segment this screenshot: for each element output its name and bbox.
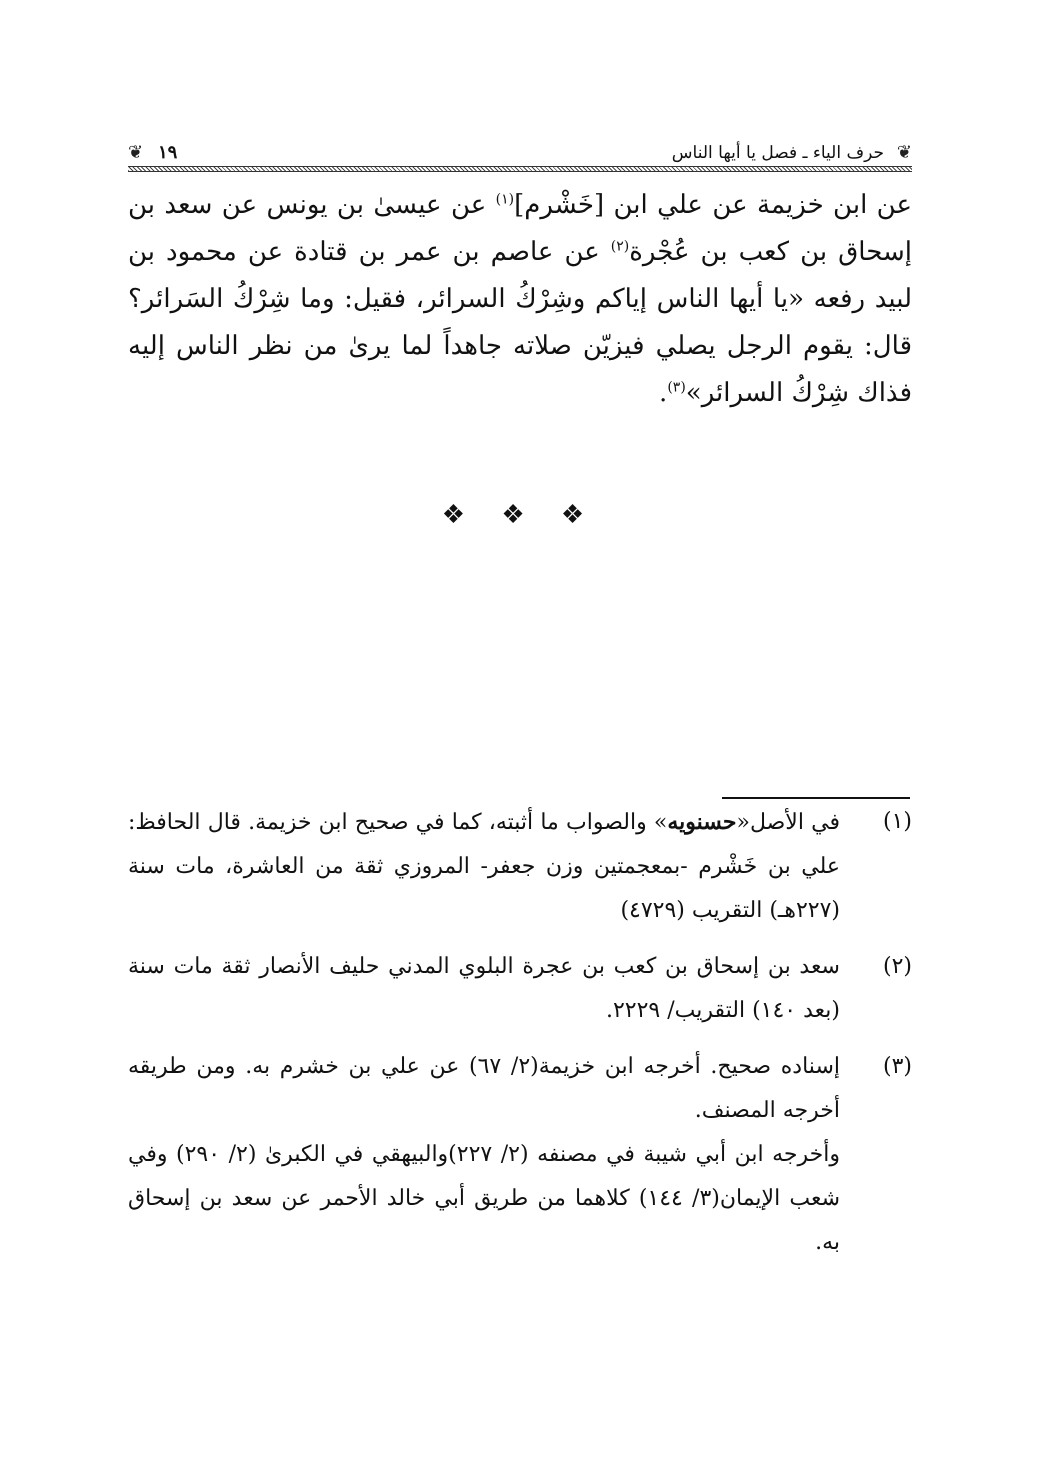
footnote-number: (١) (882, 809, 912, 834)
text-segment: . (659, 378, 668, 408)
footnote-text: وأخرجه ابن أبي شيبة في مصنفه (٢/ ٢٢٧)والبيهقي في الكبرىٰ (٢/ ٢٩٠) وفي شعب الإيمان(٣/ ١٤٤) كلاهما من طريق أبي خالد الأحمر عن سعد بن إسحاق به. (128, 1142, 841, 1255)
page-number: ١٩ (158, 142, 178, 163)
footnote-text-part: » والصواب ما أثبته، كما في صحيح ابن خزيمة. قال الحافظ: علي بن خَشْرم -بمعجمتين وزن جعفر- المروزي ثقة من العاشرة، مات سنة (٢٢٧هـ) التقريب (٤٧٢٩) (128, 810, 840, 923)
footnote-number: (٢) (882, 954, 912, 979)
header-ornament-right-icon: ❦ (896, 142, 912, 163)
text-segment: عن ابن خزيمة عن علي ابن [خَشْرم] (514, 190, 912, 220)
footnote-text-part: في الأصل« (736, 810, 840, 835)
main-paragraph (128, 182, 912, 417)
main-text (128, 182, 912, 417)
running-header (128, 140, 912, 170)
header-title: حرف الياء ـ فصل يا أيها الناس (671, 143, 884, 163)
footnote-3 (128, 1045, 912, 1133)
footnote-ref-3[interactable]: (٣) (667, 379, 686, 396)
text-segment: عن عاصم بن عمر بن قتادة عن محمود بن لبيد رفعه «يا أيها الناس إياكم وشِرْكُ السرائر، فقيل: وما شِرْكُ السَرائر؟ قال: يقوم الرجل يصلي فيزيّن صلاته جاهداً لما يرىٰ من نظر الناس إليه فذاك شِرْكُ السرائر» (128, 237, 912, 408)
footnote-text: سعد بن إسحاق بن كعب بن عجرة البلوي المدني حليف الأنصار ثقة مات سنة (بعد ١٤٠) التقريب/ ٢٢٢٩. (128, 954, 840, 1023)
footnote-1 (128, 800, 912, 933)
section-separator: ❖ ❖ ❖ (441, 500, 599, 530)
text-segment: عن عيسىٰ بن يونس عن سعد بن إسحاق بن كعب بن عُجْرة (128, 190, 913, 267)
footnote-ref-1[interactable]: (١) (495, 191, 515, 208)
footnote-rule (722, 797, 910, 799)
footnote-number: (٣) (882, 1054, 912, 1079)
footnote-3-continuation (128, 1133, 912, 1265)
footnote-ref-2[interactable]: (٢) (610, 238, 630, 255)
footnotes (128, 800, 912, 1265)
footnote-text: إسناده صحيح. أخرجه ابن خزيمة(٢/ ٦٧) عن علي بن خشرم به. ومن طريقه أخرجه المصنف. (128, 1054, 840, 1123)
footnote-2 (128, 945, 912, 1033)
footnote-bold-word: حسنويه (667, 809, 737, 835)
footnote-text (128, 800, 840, 933)
header-ornament-left-icon: ❦ (128, 142, 144, 163)
header-rule (128, 166, 912, 172)
